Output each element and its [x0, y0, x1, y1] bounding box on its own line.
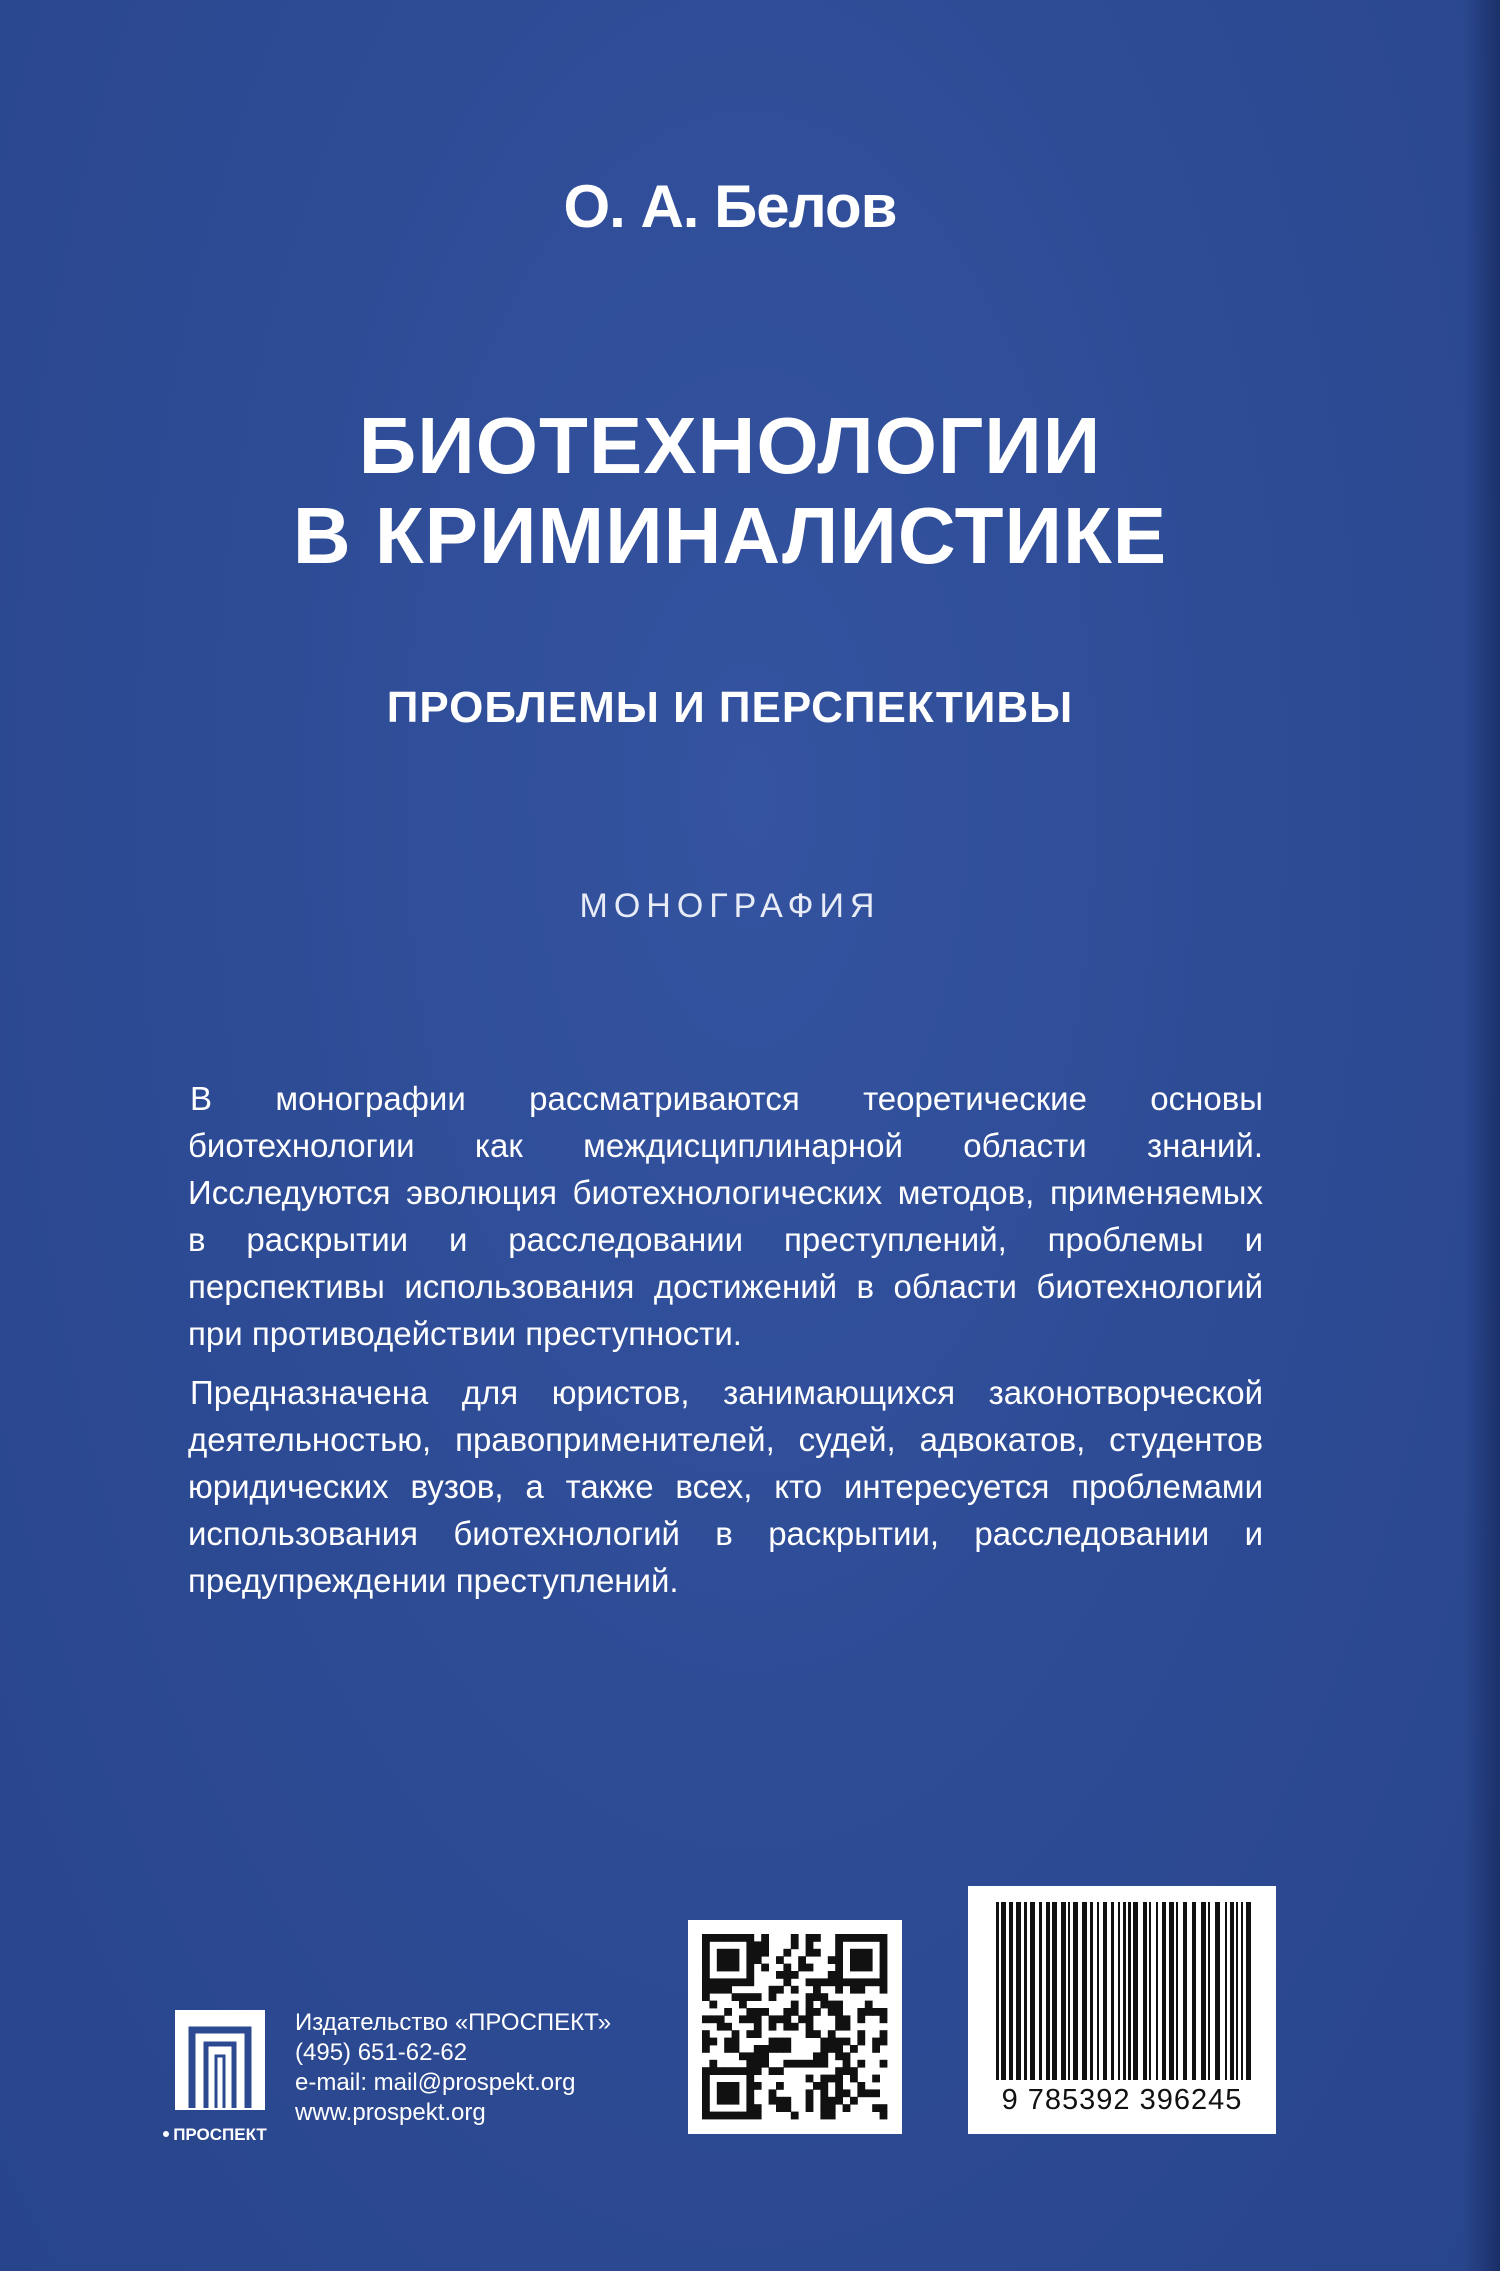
- annotation: [188, 1075, 1263, 1616]
- book-title-line-2: В КРИМИНАЛИСТИКЕ: [292, 491, 1168, 580]
- qr-code-pattern: [688, 1920, 902, 2134]
- publisher-info: [295, 2008, 611, 2128]
- publisher-email: e-mail: mail@prospekt.org: [295, 2069, 576, 2096]
- publisher-name: Издательство «ПРОСПЕКТ»: [295, 2009, 612, 2036]
- publisher-website: www.prospekt.org: [295, 2099, 486, 2126]
- qr-code: [688, 1920, 902, 2134]
- barcode-bars: [968, 1886, 1276, 2086]
- publisher-logo: [160, 2010, 290, 2150]
- book-subtitle: ПРОБЛЕМЫ И ПЕРСПЕКТИВЫ: [386, 683, 1074, 732]
- publisher-phone: (495) 651-62-62: [295, 2039, 468, 2066]
- annotation-paragraph-1: В монографии рассматриваются теоретические основы биотехнологии как междисциплинарной области знаний. Исследуются эволюция биотехнологических методов, применяемых в раскрытии и расследовании преступлений, проблемы и перспективы использования достижений в области биотехнологий при противодействии преступности.: [188, 1080, 1263, 1352]
- spine-shadow: [1464, 0, 1500, 2271]
- book-genre: МОНОГРАФИЯ: [579, 887, 881, 925]
- isbn-barcode: [968, 1886, 1276, 2134]
- book-title-line-1: БИОТЕХНОЛОГИИ: [358, 401, 1102, 490]
- isbn-number: 9 785392 396245: [1001, 2084, 1243, 2116]
- author-name: О. А. Белов: [563, 173, 897, 240]
- annotation-paragraph-2: Предназначена для юристов, занимающихся законотворческой деятельностью, правоприменителей, судей, адвокатов, студентов юридических вузов, а также всех, кто интересуется проблемами использования биотехнологий в раскрытии, расследовании и предупреждении преступлений.: [188, 1374, 1263, 1599]
- publisher-logo-label: ПРОСПЕКТ: [173, 2125, 267, 2144]
